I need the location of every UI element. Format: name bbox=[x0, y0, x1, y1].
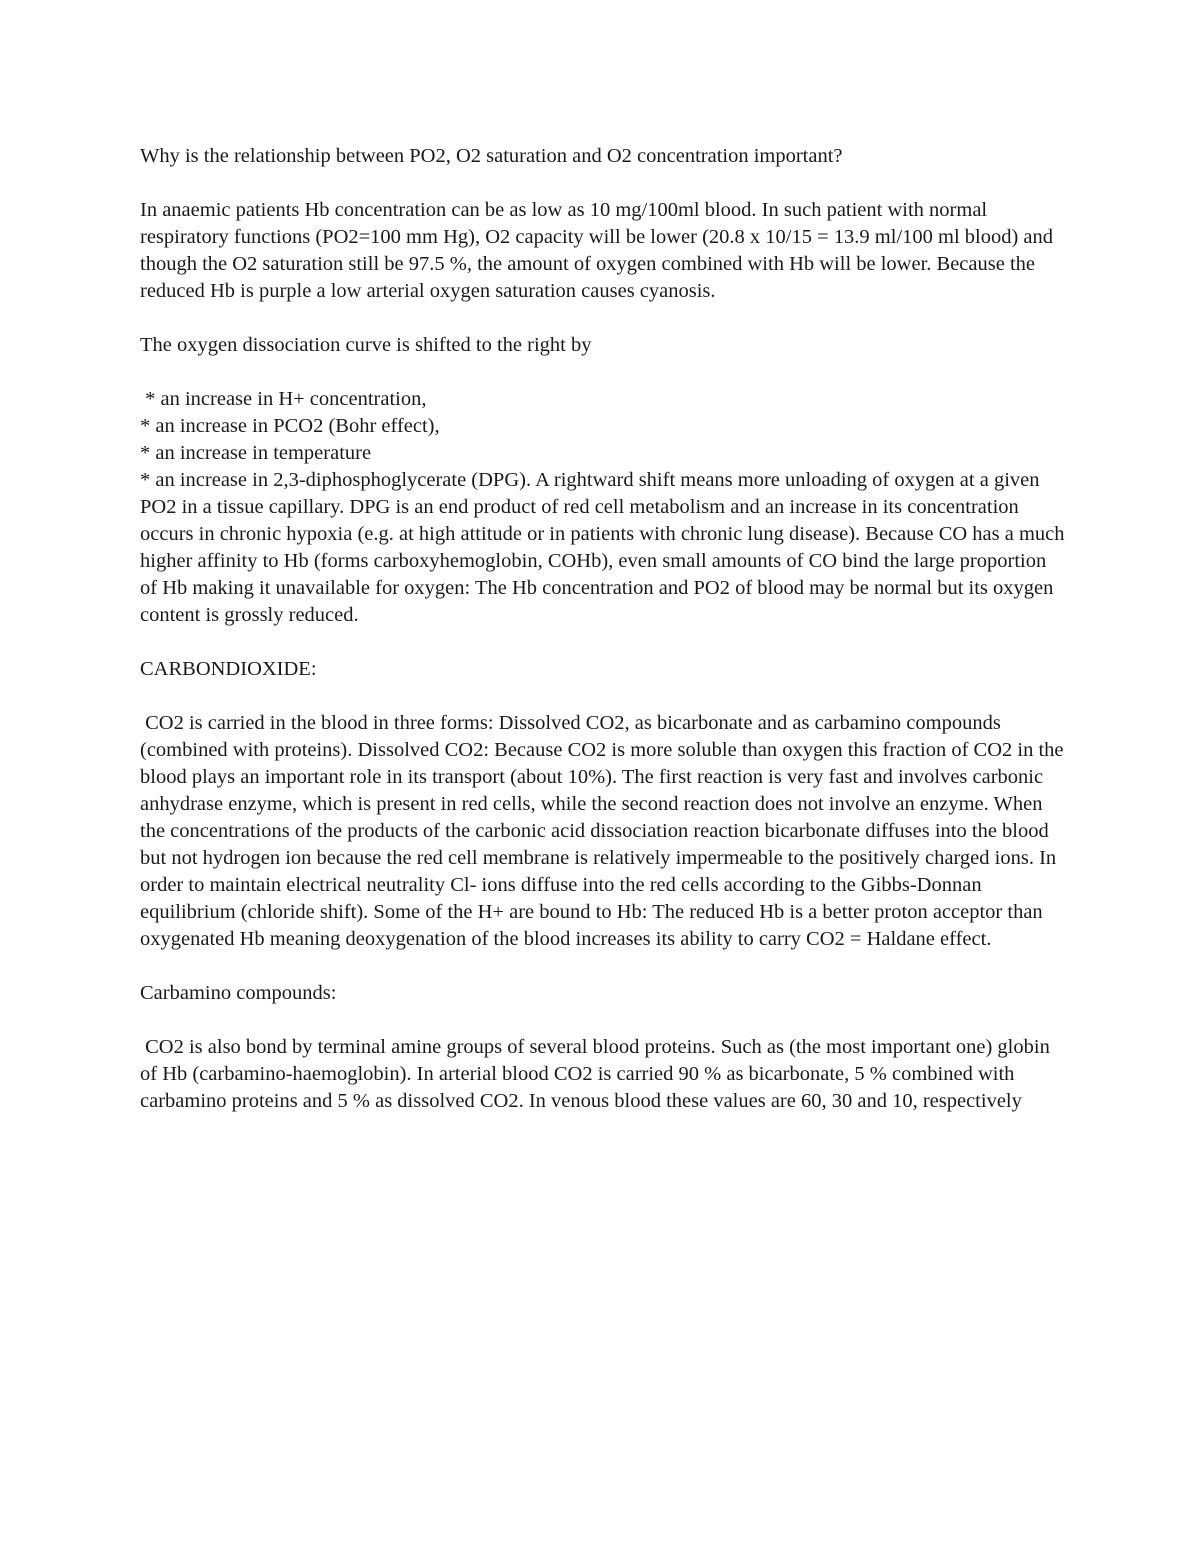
list-item: * an increase in temperature bbox=[140, 442, 372, 464]
section-heading-carbondioxide: CARBONDIOXIDE: bbox=[140, 658, 317, 680]
list-item: * an increase in PCO2 (Bohr effect), bbox=[140, 415, 440, 437]
right-shift-list bbox=[140, 386, 1070, 629]
document-body bbox=[140, 143, 1070, 1142]
list-item: * an increase in H+ concentration, bbox=[140, 388, 427, 410]
section-heading-carbamino: Carbamino compounds: bbox=[140, 982, 337, 1004]
list-item: * an increase in 2,3-diphosphoglycerate (DPG). A rightward shift means more unloading of oxygen at a given PO2 in a tissue capillary. DPG is an end product of red cell metabolism and an increase in its concentration occurs in chronic hypoxia (e.g. at high attitude or in patients with chronic lung disease). Because CO has a much higher affinity to Hb (forms carboxyhemoglobin, COHb), even small amounts of CO bind the large proportion of Hb making it unavailable for oxygen: The Hb concentration and PO2 of blood may be normal but its oxygen content is grossly reduced. bbox=[140, 469, 1070, 626]
right-shift-intro: The oxygen dissociation curve is shifted to the right by bbox=[140, 334, 592, 356]
anaemia-paragraph: In anaemic patients Hb concentration can be as low as 10 mg/100ml blood. In such patient with normal respiratory functions (PO2=100 mm Hg), O2 capacity will be lower (20.8 x 10/15 = 13.9 ml/100 ml blood) and though the O2 saturation still be 97.5 %, the amount of oxygen combined with Hb will be lower. Because the reduced Hb is purple a low arterial oxygen saturation causes cyanosis. bbox=[140, 199, 1059, 302]
carbamino-paragraph: CO2 is also bond by terminal amine groups of several blood proteins. Such as (the most important one) globin of Hb (carbamino-haemoglobin). In arterial blood CO2 is carried 90 % as bicarbonate, 5 % combined with carbamino proteins and 5 % as dissolved CO2. In venous blood these values are 60, 30 and 10, respectively bbox=[140, 1036, 1055, 1112]
question-heading: Why is the relationship between PO2, O2 saturation and O2 concentration important? bbox=[140, 145, 843, 167]
co2-transport-paragraph: CO2 is carried in the blood in three forms: Dissolved CO2, as bicarbonate and as carbamino compounds (combined with proteins). Dissolved CO2: Because CO2 is more soluble than oxygen this fraction of CO2 in the blood plays an important role in its transport (about 10%). The first reaction is very fast and involves carbonic anhydrase enzyme, which is present in red cells, while the second reaction does not involve an enzyme. When the concentrations of the products of the carbonic acid dissociation reaction bicarbonate diffuses into the blood but not hydrogen ion because the red cell membrane is relatively impermeable to the positively charged ions. In order to maintain electrical neutrality Cl- ions diffuse into the red cells according to the Gibbs-Donnan equilibrium (chloride shift). Some of the H+ are bound to Hb: The reduced Hb is a better proton acceptor than oxygenated Hb meaning deoxygenation of the blood increases its ability to carry CO2 = Haldane effect. bbox=[140, 712, 1069, 950]
